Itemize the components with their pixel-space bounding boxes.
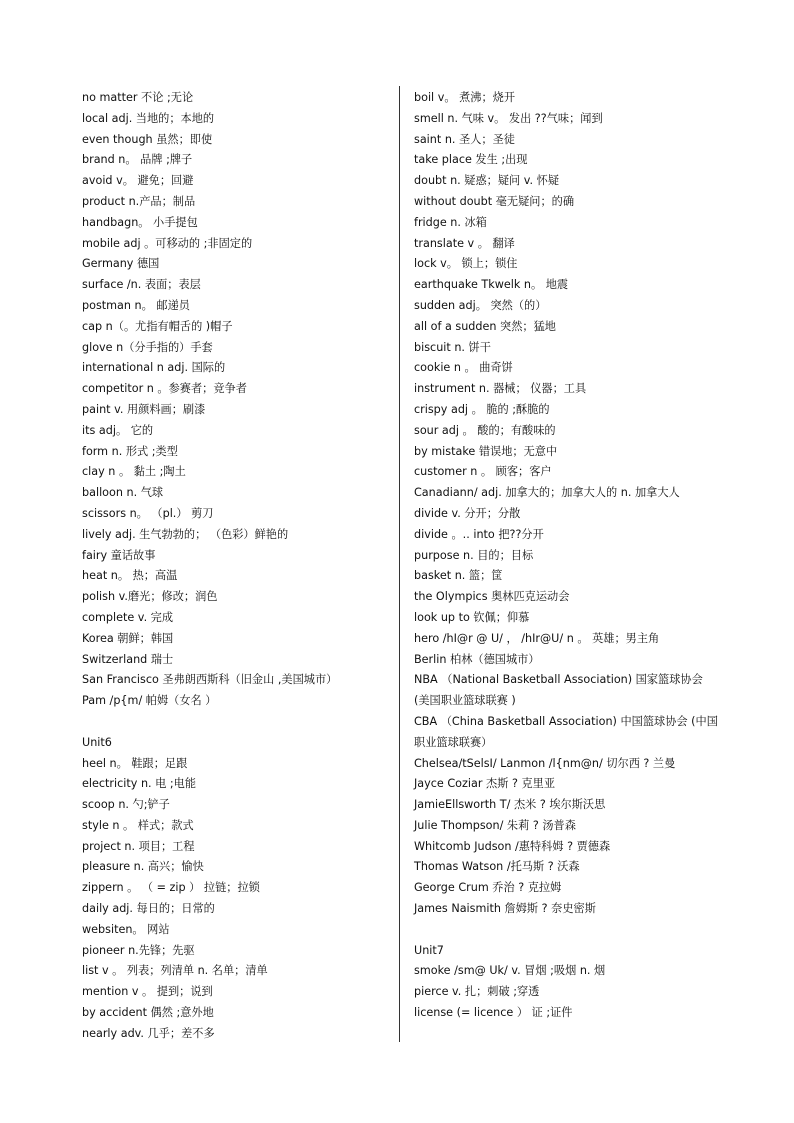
vocab-entry: heel n。 鞋跟；足跟: [82, 756, 188, 770]
vocab-entry: sour adj 。 酸的；有酸味的: [414, 423, 556, 437]
vocab-entry: surface /n. 表面；表层: [82, 278, 201, 292]
vocab-entry: nearly adv. 几乎；差不多: [82, 1026, 215, 1040]
vocab-entry: international n adj. 国际的: [82, 361, 226, 375]
right-column: [414, 88, 718, 1024]
vocab-entry: doubt n. 疑惑；疑问 v. 怀疑: [414, 174, 560, 188]
vocab-entry: paint v. 用颜料画；刷漆: [82, 402, 206, 416]
vocab-entry: form n. 形式 ;类型: [82, 444, 178, 458]
right-vocab-list: [414, 88, 718, 483]
vocab-entry: cap n（。尤指有帽舌的 )帽子: [82, 319, 233, 333]
vocab-entry: boil v。 煮沸；烧开: [414, 91, 516, 104]
vocab-entry: mobile adj 。可移动的 ;非固定的: [82, 236, 253, 250]
vocab-entry: biscuit n. 饼干: [414, 340, 491, 354]
vocab-entry: lock v。 锁上；锁住: [414, 257, 518, 271]
vocab-entry: CBA （China Basketball Association) 中国篮球协会 (中国职业篮球联赛）: [414, 714, 718, 749]
vocab-entry: lively adj. 生气勃勃的； （色彩）鲜艳的: [82, 527, 289, 541]
vocab-entry: zippern 。 （ = zip ） 拉链；拉锁: [82, 881, 260, 895]
vocab-entry: Thomas Watson /托马斯 ? 沃森: [414, 860, 580, 874]
vocab-entry: fairy 童话故事: [82, 548, 156, 562]
vocab-entry: electricity n. 电 ;电能: [82, 777, 197, 791]
right-names-list: [414, 754, 718, 920]
vocab-entry: Chelsea/tSelsI/ Lanmon /l{nm@n/ 切尔西 ? 兰曼: [414, 756, 676, 770]
vocab-entry: Whitcomb Judson /惠特科姆 ? 贾德森: [414, 839, 611, 853]
right-vocab-list-b: [414, 504, 718, 670]
left-vocab-list-unit6: [82, 754, 392, 1045]
vocab-entry: George Crum 乔治 ? 克拉姆: [414, 881, 562, 895]
vocab-entry: by accident 偶然 ;意外地: [82, 1006, 214, 1020]
vocab-entry: Julie Thompson/ 朱莉 ? 汤普森: [414, 818, 576, 832]
vocab-entry: competitor n 。参赛者；竞争者: [82, 382, 247, 396]
vocab-entry: sudden adj。 突然（的）: [414, 298, 547, 312]
vocab-entry: pleasure n. 高兴；愉快: [82, 860, 204, 874]
vocab-entry: Switzerland 瑞士: [82, 652, 174, 666]
vocab-entry: heat n。 热；高温: [82, 569, 178, 583]
column-divider: [399, 86, 400, 1042]
vocab-entry: earthquake Tkwelk n。 地震: [414, 278, 569, 292]
vocab-entry: hero /hI@r @ U/ ， /hIr@U/ n 。 英雄；男主角: [414, 631, 660, 645]
vocab-entry: cookie n 。 曲奇饼: [414, 361, 513, 375]
vocab-entry: postman n。 邮递员: [82, 298, 190, 312]
vocab-entry: take place 发生 ;出现: [414, 153, 528, 167]
vocab-entry: scissors n。 （pl.） 剪刀: [82, 506, 214, 520]
vocab-entry: Korea 朝鲜；韩国: [82, 631, 174, 645]
vocab-entry: balloon n. 气球: [82, 486, 164, 500]
vocab-entry: project n. 项目；工程: [82, 839, 195, 853]
vocab-entry: style n 。 样式；款式: [82, 818, 194, 832]
vocab-entry: even though 虽然；即使: [82, 132, 213, 146]
vocab-entry: handbagn。 小手提包: [82, 215, 198, 229]
vocab-entry: polish v.磨光；修改；润色: [82, 590, 218, 604]
vocab-entry: Jayce Coziar 杰斯 ? 克里亚: [414, 777, 556, 791]
vocab-entry: list v 。 列表；列清单 n. 名单；清单: [82, 964, 268, 978]
vocab-entry: NBA （National Basketball Association) 国家篮球协会 (美国职业篮球联赛 ): [414, 673, 703, 708]
spacer: [414, 920, 718, 941]
right-vocab-list-unit7: [414, 961, 718, 1023]
vocab-entry: smoke /sm@ Uk/ v. 冒烟 ;吸烟 n. 烟: [414, 964, 606, 978]
vocab-entry: saint n. 圣人；圣徒: [414, 132, 515, 146]
vocab-entry: scoop n. 勺;铲子: [82, 798, 170, 812]
vocab-entry: brand n。 品牌 ;牌子: [82, 153, 193, 167]
vocab-entry: Canadiann/ adj. 加拿大的；加拿大人的 n. 加拿大人: [414, 486, 680, 500]
vocab-entry: complete v. 完成: [82, 610, 174, 624]
vocab-entry: smell n. 气味 v。 发出 ??气味；闻到: [414, 111, 603, 125]
vocab-entry: no matter 不论 ;无论: [82, 91, 194, 104]
vocab-entry: by mistake 错误地；无意中: [414, 444, 558, 458]
vocab-entry: translate v 。 翻译: [414, 236, 515, 250]
vocab-entry: pierce v. 扎；刺破 ;穿透: [414, 985, 540, 999]
vocab-entry: websiten。 网站: [82, 922, 170, 936]
vocab-entry: James Naismith 詹姆斯 ? 奈史密斯: [414, 902, 596, 916]
vocab-entry: without doubt 毫无疑问；的确: [414, 194, 575, 208]
vocab-entry: San Francisco 圣弗朗西斯科（旧金山 ,美国城市）: [82, 673, 338, 687]
vocab-entry: customer n 。 顾客；客户: [414, 465, 552, 479]
vocab-entry: purpose n. 目的；目标: [414, 548, 534, 562]
vocab-entry: fridge n. 冰箱: [414, 215, 487, 229]
vocab-entry: the Olympics 奥林匹克运动会: [414, 590, 570, 604]
left-column: [82, 88, 392, 1045]
vocab-entry: mention v 。 提到；说到: [82, 985, 213, 999]
unit-heading-6: Unit6: [82, 735, 112, 749]
vocab-entry: daily adj. 每日的；日常的: [82, 902, 215, 916]
vocab-entry: pioneer n.先锋；先驱: [82, 943, 195, 957]
left-vocab-list: [82, 88, 392, 712]
vocab-entry: product n.产品；制品: [82, 194, 196, 208]
vocab-entry: all of a sudden 突然；猛地: [414, 319, 556, 333]
vocab-entry: basket n. 篮；筐: [414, 569, 503, 583]
vocab-entry: divide 。.. into 把??分开: [414, 527, 544, 541]
vocab-entry: Germany 德国: [82, 257, 160, 271]
vocab-entry: JamieEllsworth T/ 杰米 ? 埃尔斯沃思: [414, 798, 606, 812]
vocab-entry: avoid v。 避免；回避: [82, 174, 194, 188]
vocab-entry: divide v. 分开；分散: [414, 506, 521, 520]
vocab-entry: crispy adj 。 脆的 ;酥脆的: [414, 402, 550, 416]
vocab-entry: glove n（分手指的）手套: [82, 340, 213, 354]
vocab-entry: look up to 钦佩；仰慕: [414, 610, 530, 624]
vocab-entry: local adj. 当地的；本地的: [82, 111, 215, 125]
vocab-entry: Pam /p{m/ 帕姆（女名 ）: [82, 694, 217, 708]
vocab-entry: instrument n. 器械； 仪器；工具: [414, 382, 587, 396]
vocab-entry: Berlin 柏林（德国城市）: [414, 652, 540, 666]
unit-heading-7: Unit7: [414, 943, 444, 957]
vocab-entry: its adj。 它的: [82, 423, 154, 437]
spacer: [82, 712, 392, 733]
vocab-entry: license (= licence ） 证 ;证件: [414, 1006, 573, 1020]
vocab-entry: clay n 。 黏土 ;陶土: [82, 465, 186, 479]
